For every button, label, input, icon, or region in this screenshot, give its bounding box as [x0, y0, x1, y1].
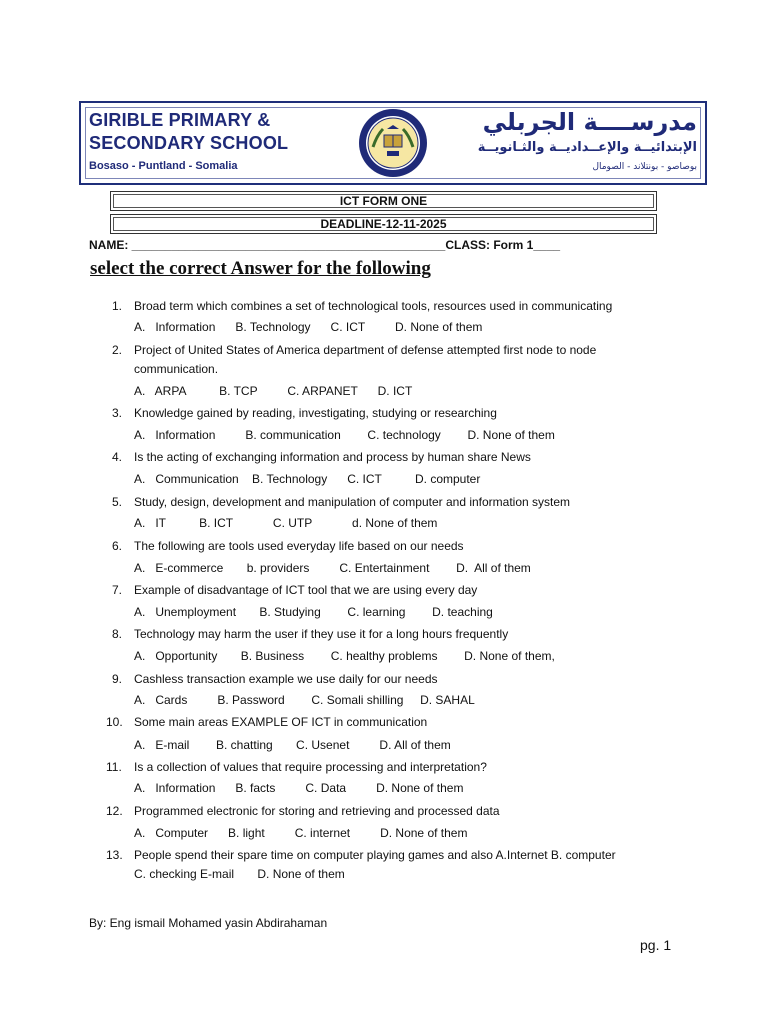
question-text: Cashless transaction example we use daily for our needs [134, 672, 438, 686]
school-name-line1: GIRIBLE PRIMARY & [89, 110, 271, 130]
page-number: pg. 1 [640, 937, 672, 953]
school-subtitle-arabic: الإبتدائيــة والإعــداديــة والثـانويــة [477, 140, 697, 155]
question-3-options[interactable]: A. Information B. communication C. technology D. None of them [134, 428, 555, 442]
question-text: Broad term which combines a set of technological tools, resources used in communicating [134, 299, 613, 313]
question-number: 1. [112, 299, 123, 313]
author-byline: By: Eng ismail Mohamed yasin Abdirahaman [89, 916, 328, 930]
question-text: Technology may harm the user if they use it for a long hours frequently [134, 627, 509, 641]
question-6-options[interactable]: A. E-commerce b. providers C. Entertainment D. All of them [134, 561, 531, 575]
question-1-options[interactable]: A. Information B. Technology C. ICT D. None of them [134, 320, 483, 334]
question-2-options[interactable]: A. ARPA B. TCP C. ARPANET D. ICT [134, 384, 413, 398]
deadline-box [110, 214, 657, 234]
question-number: 13. [106, 848, 123, 862]
question-7-options[interactable]: A. Unemployment B. Studying C. learning D. teaching [134, 605, 493, 619]
question-number: 7. [112, 583, 123, 597]
question-text: Is the acting of exchanging information and process by human share News [134, 450, 531, 464]
question-5-options[interactable]: A. IT B. ICT C. UTP d. None of them [134, 516, 438, 530]
question-number: 12. [106, 804, 123, 818]
deadline-text: DEADLINE-12-11-2025 [320, 217, 447, 231]
instructions-heading: select the correct Answer for the following [90, 258, 431, 279]
question-number: 6. [112, 539, 123, 553]
question-4-options[interactable]: A. Communication B. Technology C. ICT D. computer [134, 472, 481, 486]
question-number: 2. [112, 343, 123, 357]
school-name-english [89, 109, 288, 155]
form-title-box [110, 191, 657, 211]
question-number: 5. [112, 495, 123, 509]
school-location-english: Bosaso - Puntland - Somalia [89, 160, 238, 172]
form-title: ICT FORM ONE [339, 194, 428, 208]
school-name-line2: SECONDARY SCHOOL [89, 133, 289, 153]
question-11-options[interactable]: A. Information B. facts C. Data D. None of them [134, 781, 464, 795]
question-number: 4. [112, 450, 123, 464]
school-name-arabic: مدرســــة الجربلي [482, 108, 697, 136]
question-number: 11. [106, 760, 122, 774]
question-text: Example of disadvantage of ICT tool that we are using every day [134, 583, 478, 597]
question-13-options[interactable]: C. checking E-mail D. None of them [134, 867, 345, 881]
question-text: Project of United States of America department of defense attempted first node to node communication. [134, 343, 597, 376]
question-number: 8. [112, 627, 123, 641]
school-location-arabic: بوصاصو - بونتلاند - الصومال [592, 162, 697, 172]
question-9-options[interactable]: A. Cards B. Password C. Somali shilling D. SAHAL [134, 693, 475, 707]
name-class-line[interactable]: NAME: _______________________________________________CLASS: Form 1____ [89, 238, 561, 252]
question-text: Is a collection of values that require processing and interpretation? [134, 760, 487, 774]
question-text: Programmed electronic for storing and retrieving and processed data [134, 804, 500, 818]
question-text: The following are tools used everyday life based on our needs [134, 539, 464, 553]
question-number: 9. [112, 672, 123, 686]
question-text: Some main areas EXAMPLE OF ICT in communication [134, 715, 428, 729]
question-text: People spend their spare time on computer playing games and also A.Internet B. computer [134, 848, 616, 862]
school-banner [79, 101, 707, 185]
question-number: 3. [112, 406, 123, 420]
question-12-options[interactable]: A. Computer B. light C. internet D. None of them [134, 826, 468, 840]
question-text: Study, design, development and manipulation of computer and information system [134, 495, 571, 509]
question-number: 10. [106, 715, 123, 729]
question-10-options[interactable]: A. E-mail B. chatting C. Usenet D. All of them [134, 738, 451, 752]
question-text: Knowledge gained by reading, investigating, studying or researching [134, 406, 497, 420]
school-crest-logo [357, 107, 429, 179]
question-8-options[interactable]: A. Opportunity B. Business C. healthy problems D. None of them, [134, 649, 555, 663]
